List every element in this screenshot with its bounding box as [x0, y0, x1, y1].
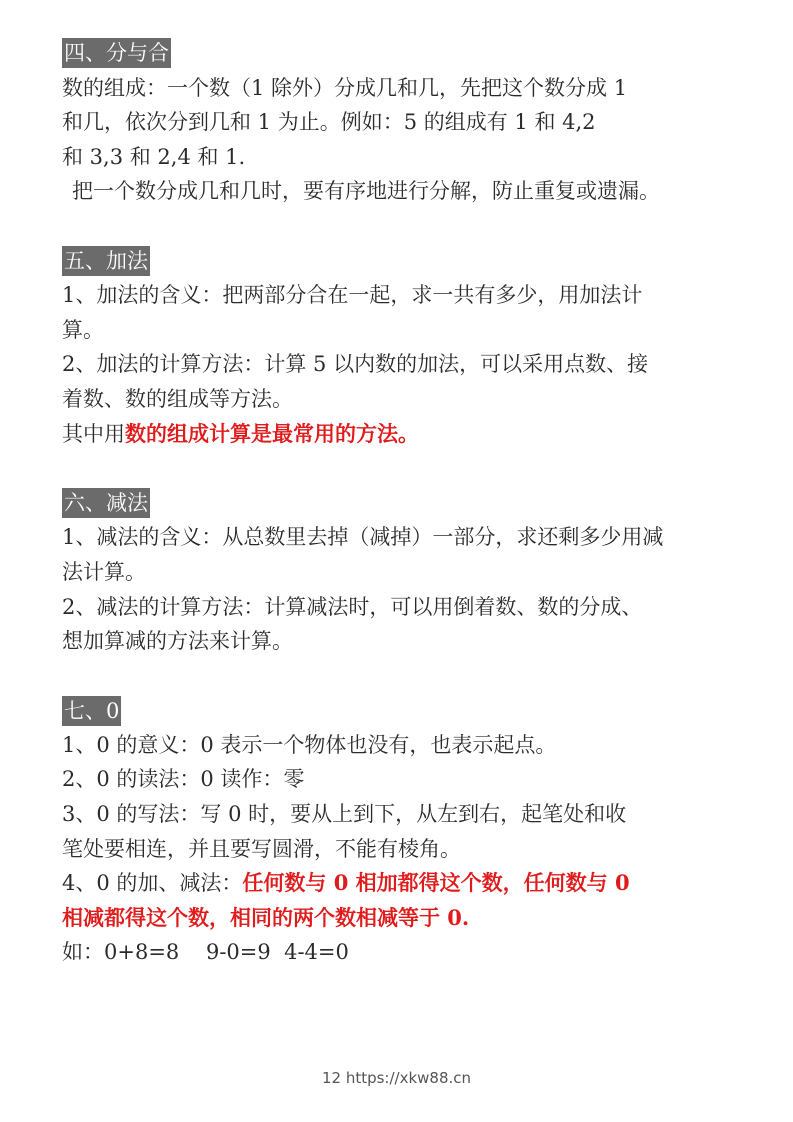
section-5-line-5-plain: 其中用 [62, 421, 125, 446]
section-7-line-4: 笔处要相连，并且要写圆滑，不能有棱角。 [62, 836, 461, 861]
section-4-line-2: 和几，依次分到几和 1 为止。例如：5 的组成有 1 和 4,2 [62, 110, 596, 135]
section-5-line-4: 着数、数的组成等方法。 [62, 386, 293, 411]
page-footer: 12 https://xkw88.cn [321, 1069, 472, 1087]
section-6-heading: 六、减法 [62, 488, 150, 518]
section-7-line-1: 1、0 的意义：0 表示一个物体也没有，也表示起点。 [62, 732, 557, 757]
section-5-line-2: 算。 [62, 317, 104, 342]
section-7-line-3: 3、0 的写法：写 0 时，要从上到下，从左到右，起笔处和收 [62, 802, 627, 827]
section-5-heading: 五、加法 [62, 246, 150, 276]
section-5-emphasis: 数的组成计算是最常用的方法。 [125, 420, 419, 446]
section-5-line-1: 1、加法的含义：把两部分合在一起，求一共有多少，用加法计 [62, 283, 643, 308]
section-7-emphasis-2: 相减都得这个数，相同的两个数相减等于 0. [62, 904, 470, 930]
section-6-line-4: 想加算减的方法来计算。 [62, 629, 293, 654]
section-6-line-1: 1、减法的含义：从总数里去掉（减掉）一部分，求还剩多少用减 [62, 525, 664, 550]
section-7-emphasis-1: 任何数与 0 相加都得这个数，任何数与 0 [242, 870, 630, 896]
section-4-heading-row [62, 36, 752, 71]
section-7-line-2: 2、0 的读法：0 读作：零 [62, 767, 305, 792]
section-7-line-5-plain: 4、0 的加、减法： [62, 871, 243, 896]
section-6-heading-row [62, 486, 752, 521]
section-4-line-1: 数的组成：一个数（1 除外）分成几和几，先把这个数分成 1 [62, 75, 628, 100]
section-4-line-4: 把一个数分成几和几时，要有序地进行分解，防止重复或遗漏。 [72, 179, 660, 204]
section-7-heading-row [62, 693, 752, 728]
section-7-heading: 七、0 [62, 696, 121, 726]
document-page [62, 36, 752, 970]
section-spacer [62, 209, 752, 244]
section-6-line-3: 2、减法的计算方法：计算减法时，可以用倒着数、数的分成、 [62, 594, 643, 619]
section-5-line-5 [62, 417, 752, 452]
section-4-heading: 四、分与合 [62, 38, 171, 68]
section-7-line-5 [62, 866, 752, 901]
section-6-line-2: 法计算。 [62, 559, 146, 584]
section-7-example: 如：0+8=8 9-0=9 4-4=0 [62, 940, 349, 965]
section-5-heading-row [62, 244, 752, 279]
section-5-line-3: 2、加法的计算方法：计算 5 以内数的加法，可以采用点数、接 [62, 352, 649, 377]
section-spacer [62, 451, 752, 486]
section-spacer [62, 659, 752, 694]
section-4-line-3: 和 3,3 和 2,4 和 1. [62, 144, 246, 169]
